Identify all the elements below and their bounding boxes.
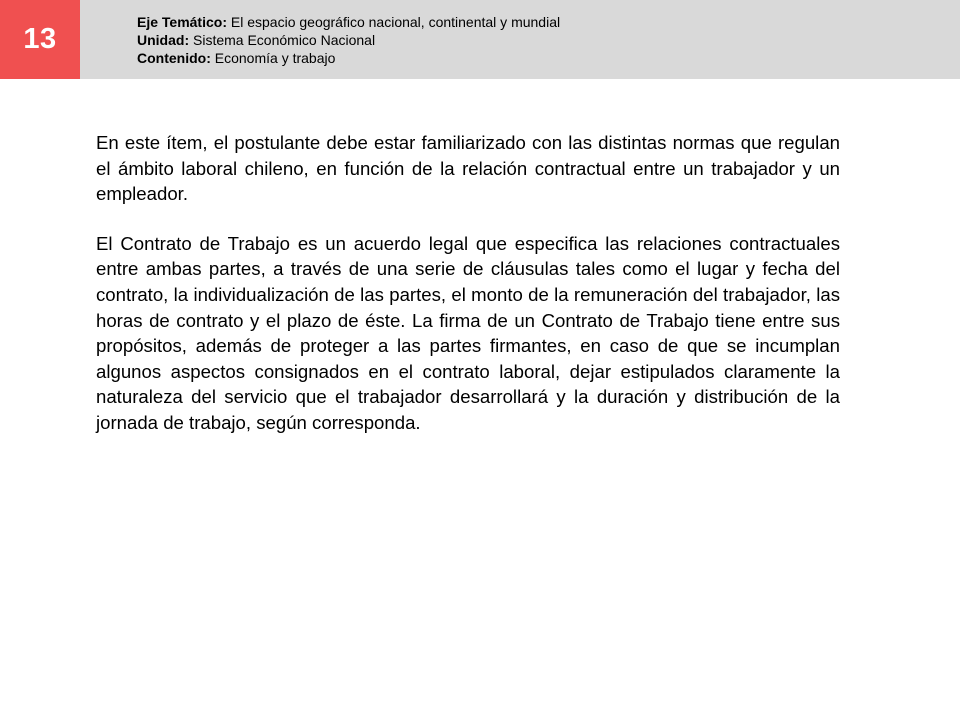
body-paragraph-intro: En este ítem, el postulante debe estar familiarizado con las distintas normas que regulan el ámbito laboral chileno, en función de la relación contractual entre un trabajador y un empleador. — [96, 132, 840, 205]
contenido-line — [137, 49, 560, 67]
eje-tematico-label: Eje Temático: — [137, 14, 227, 30]
contenido-label: Contenido: — [137, 50, 211, 66]
contenido-value: Economía y trabajo — [214, 50, 336, 66]
header-band — [0, 0, 960, 79]
eje-tematico-line — [137, 13, 560, 31]
eje-tematico-value: El espacio geográfico nacional, continental y mundial — [230, 14, 561, 30]
unidad-value: Sistema Económico Nacional — [193, 32, 376, 48]
unidad-label: Unidad: — [137, 32, 190, 48]
body-text — [96, 130, 840, 460]
item-number-badge — [0, 0, 80, 79]
body-paragraph-contrato: El Contrato de Trabajo es un acuerdo legal que especifica las relaciones contractuales entre ambas partes, a través de una serie de cláusulas tales como el lugar y fecha del contrato, la individualización de las partes, el monto de la remuneración del trabajador, las horas de contrato y el plazo de éste. La firma de un Contrato de Trabajo tiene entre sus propósitos, además de proteger a las partes firmantes, en caso de que se incumplan algunos aspectos consignados en el contrato laboral, dejar estipulados claramente la naturaleza del servicio que el trabajador desarrollará y la duración y distribución de la jornada de trabajo, según corresponda. — [96, 232, 840, 433]
unidad-line — [137, 31, 560, 49]
item-number: 13 — [23, 23, 57, 55]
header-metadata — [137, 13, 560, 67]
